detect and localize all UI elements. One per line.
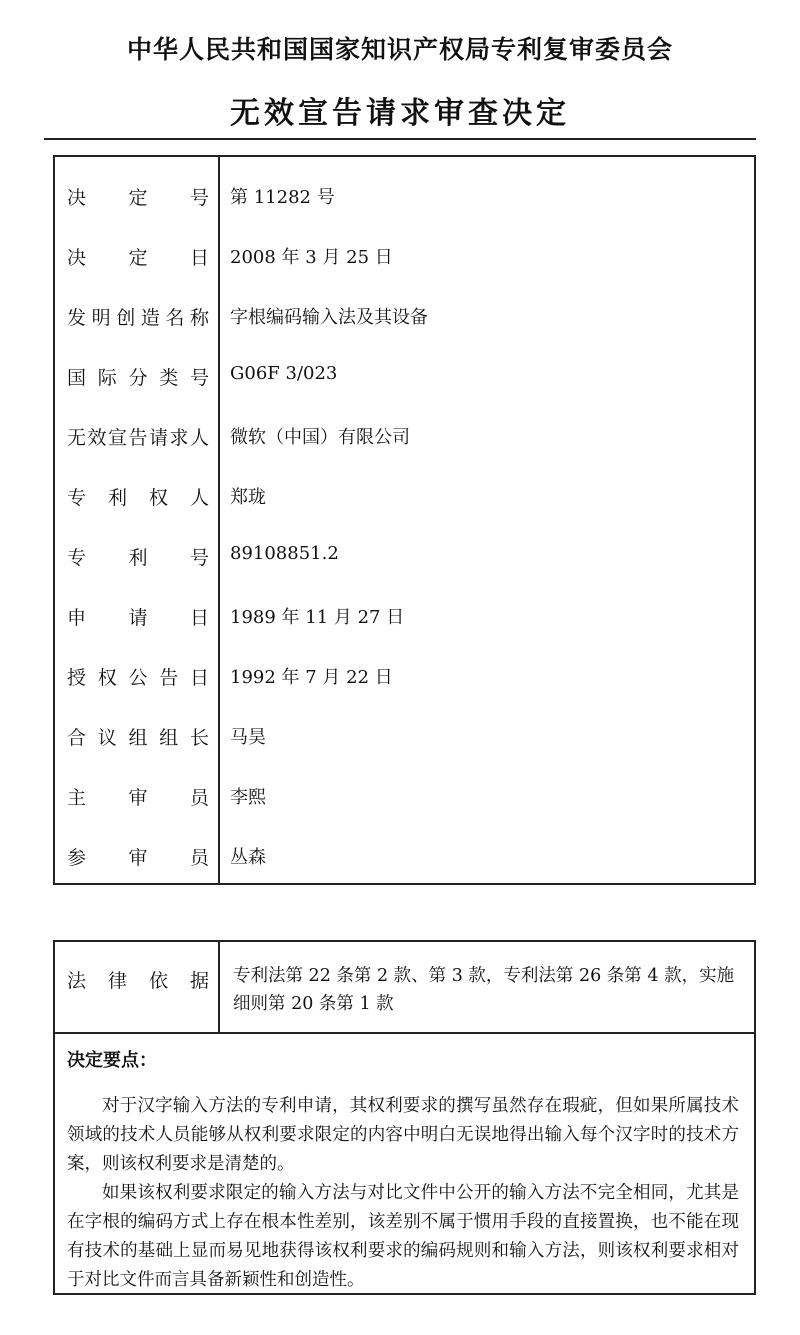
info-label: 决定日 [67,247,209,269]
info-row-assistant-examiner [55,835,754,875]
info-label: 发明创造名称 [67,307,209,329]
info-value: 马昊 [230,727,266,748]
info-row-ipc [55,355,754,395]
document-title: 无效宣告请求审查决定 [230,96,570,131]
info-label: 专利权人 [67,487,209,509]
organization-name: 中华人民共和国国家知识产权局专利复审委员会 [126,35,673,64]
info-row-invention-name [55,295,754,335]
decision-point-paragraph: 对于汉字输入方法的专利申请，其权利要求的撰写虽然存在瑕疵，但如果所属技术领域的技术人员能够从权利要求限定的内容中明白无误地得出输入每个汉字时的技术方案，则该权利要求是清楚的。 [67,1096,739,1174]
info-label: 无效宣告请求人 [67,427,209,449]
info-label: 申请日 [67,607,209,629]
legal-basis-section [53,940,756,1295]
info-row-grant-date [55,655,754,695]
table-divider [218,942,220,1032]
info-value: G06F 3/023 [230,363,338,384]
info-label: 专利号 [67,547,209,569]
info-row-filing-date [55,595,754,635]
info-row-panel-leader [55,715,754,755]
info-label: 参审员 [67,847,209,869]
info-value: 微软（中国）有限公司 [230,427,410,448]
info-value: 李熙 [230,787,266,808]
legal-basis-text: 专利法第 22 条第 2 款、第 3 款，专利法第 26 条第 4 款，实施细则第 20 条第 1 款 [233,966,735,1014]
info-value: 2008 年 3 月 25 日 [230,247,393,268]
info-value: 1989 年 11 月 27 日 [230,607,405,628]
info-row-decision-date [55,235,754,275]
info-value: 丛森 [230,847,266,868]
decision-points-heading: 决定要点： [67,1050,157,1071]
legal-basis-label: 法律依据 [67,970,209,992]
info-row-patentee [55,475,754,515]
title-rule [44,138,756,140]
info-value: 第 11282 号 [230,187,335,208]
info-value: 1992 年 7 月 22 日 [230,667,393,688]
info-label: 合议组组长 [67,727,209,749]
info-row-petitioner [55,415,754,455]
info-row-chief-examiner [55,775,754,815]
info-row-decision-number [55,175,754,215]
info-label: 国际分类号 [67,367,209,389]
info-label: 主审员 [67,787,209,809]
legal-basis-row [55,942,754,1034]
info-value: 郑珑 [230,487,266,508]
decision-info-table [53,155,756,885]
decision-point-paragraph: 如果该权利要求限定的输入方法与对比文件中公开的输入方法不完全相同，尤其是在字根的编码方式上存在根本性差别，该差别不属于惯用手段的直接置换，也不能在现有技术的基础上显而易见地获得该权利要求的编码规则和输入方法，则该权利要求相对于对比文件而言具备新颖性和创造性。 [67,1183,739,1290]
info-value: 字根编码输入法及其设备 [230,307,428,328]
info-label: 决定号 [67,187,209,209]
info-row-patent-number [55,535,754,575]
info-value: 89108851.2 [230,543,339,564]
info-label: 授权公告日 [67,667,209,689]
